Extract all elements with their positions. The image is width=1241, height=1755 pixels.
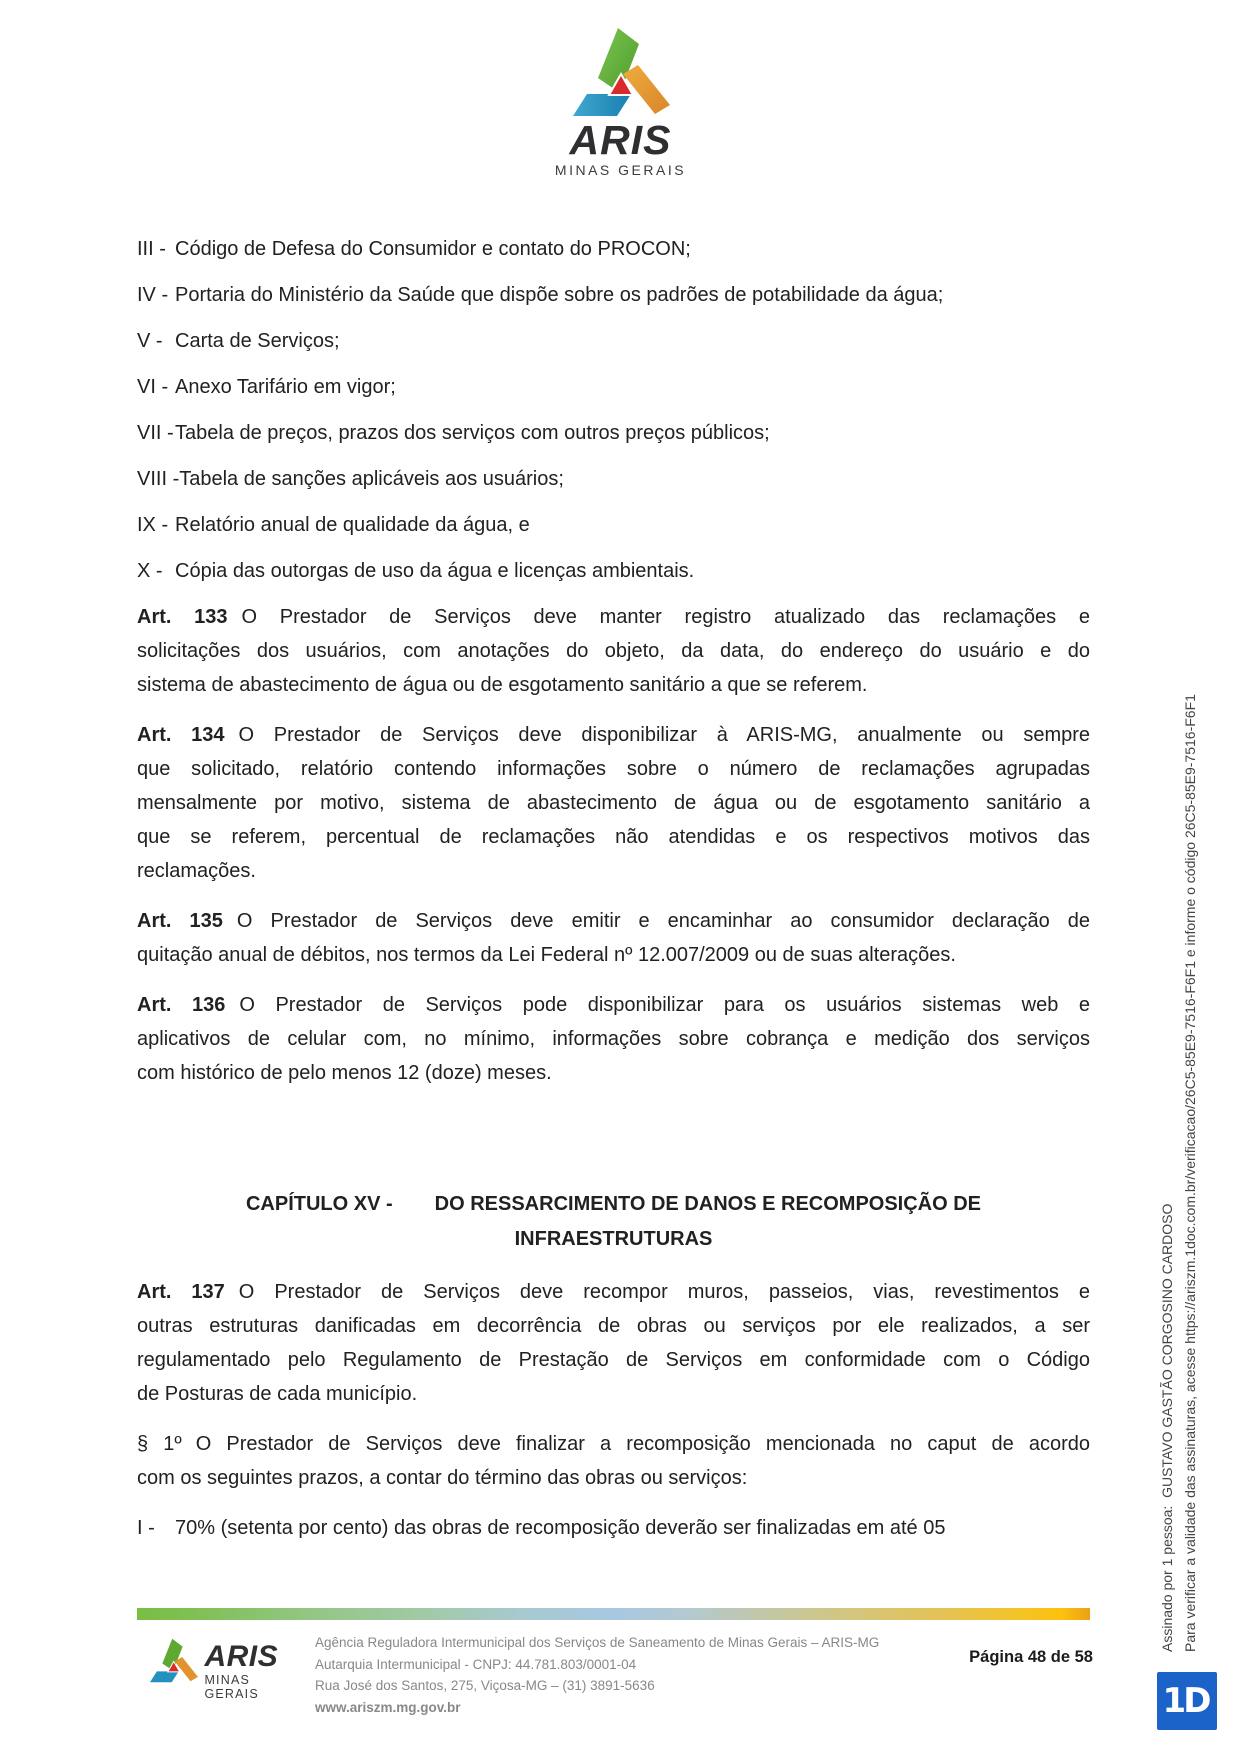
org-line: Rua José dos Santos, 275, Viçosa-MG – (31) 3891-5636 (315, 1678, 655, 1693)
verification-line: Para verificar a validade das assinaturas, acesse https://ariszm.1doc.com.br/verificacao/26C5-85E9-7516-F6F1 e informe o código 26C5-85E9-7516-F6F1 (1182, 694, 1198, 1652)
footer-logo (148, 1638, 308, 1701)
footer-org-info (315, 1632, 935, 1718)
list-item: VII -Tabela de preços, prazos dos serviços com outros preços públicos; (137, 422, 770, 444)
aris-triangle-icon-small (148, 1638, 199, 1685)
list-item: V - Carta de Serviços; (137, 330, 340, 352)
list-item: VIII -Tabela de sanções aplicáveis aos usuários; (137, 468, 564, 490)
aris-triangle-icon (569, 28, 673, 120)
paragraph-1: § 1º O Prestador de Serviços deve finalizar a recomposição mencionada no caput de acordo com os seguintes prazos, a contar do término das obras ou serviços: (137, 1433, 1091, 1489)
footer-brand-text: ARIS (204, 1640, 279, 1673)
signature-rail (1156, 507, 1202, 1652)
list-item: X - Cópia das outorgas de uso da água e licenças ambientais. (137, 560, 695, 582)
list-item: IX - Relatório anual de qualidade da água, e (137, 514, 530, 536)
list-item: IV - Portaria do Ministério da Saúde que dispõe sobre os padrões de potabilidade da água; (137, 284, 944, 306)
onedoc-logo-icon: 1D (1157, 1672, 1217, 1730)
article-137: Art. 137 O Prestador de Serviços deve recompor muros, passeios, vias, revestimentos e outras estruturas danificadas em decorrência de obras ou serviços por ele realizados, a ser regulamentado pelo Regulamento de Prestação de Serviços em conformidade com o Código de Posturas de cada município. (137, 1281, 1090, 1405)
page-number: Página 48 de 58 (969, 1648, 1093, 1666)
list-item: III - Código de Defesa do Consumidor e contato do PROCON; (137, 238, 691, 260)
article-134: Art. 134 O Prestador de Serviços deve disponibilizar à ARIS-MG, anualmente ou sempre que solicitado, relatório contendo informações sobre o número de reclamações agrupadas mensalmente por motivo, sistema de abastecimento de água ou de esgotamento sanitário a que se referem, percentual de reclamações não atendidas e os respectivos motivos das reclamações. (137, 724, 1091, 882)
article-133: Art. 133 O Prestador de Serviços deve manter registro atualizado das reclamações e solicitações dos usuários, com anotações do objeto, da data, do endereço do usuário e do sistema de abastecimento de água ou de esgotamento sanitário a que se referem. (137, 606, 1090, 696)
org-line: Agência Reguladora Intermunicipal dos Serviços de Saneamento de Minas Gerais – ARIS-MG (315, 1635, 880, 1650)
document-body (137, 232, 1090, 1557)
list-item: VI - Anexo Tarifário em vigor; (137, 376, 396, 398)
article-135: Art. 135 O Prestador de Serviços deve emitir e encaminhar ao consumidor declaração de quitação anual de débitos, nos termos da Lei Federal nº 12.007/2009 ou de suas alterações. (137, 910, 1091, 966)
brand-text: ARIS (569, 117, 672, 163)
org-line: Autarquia Intermunicipal - CNPJ: 44.781.803/0001-04 (315, 1656, 637, 1672)
header-logo (0, 28, 1241, 178)
chapter-heading: CAPÍTULO XV - DO RESSARCIMENTO DE DANOS E RECOMPOSIÇÃO DE INFRAESTRUTURAS (245, 1193, 982, 1250)
article-136: Art. 136 O Prestador de Serviços pode disponibilizar para os usuários sistemas web e aplicativos de celular com, no mínimo, informações sobre cobrança e medição dos serviços com histórico de pelo menos 12 (doze) meses. (137, 994, 1090, 1084)
region-text: MINAS GERAIS (554, 162, 687, 178)
footer-region-text: MINAS GERAIS (204, 1673, 259, 1701)
signature-line: Assinado por 1 pessoa: GUSTAVO GASTÃO CORGOSINO CARDOSO (1159, 1203, 1175, 1652)
org-website: www.ariszm.mg.gov.br (315, 1699, 461, 1715)
list-item-I: I - 70% (setenta por cento) das obras de recomposição deverão ser finalizadas em até 05 (137, 1517, 946, 1539)
footer-gradient-bar (137, 1608, 1090, 1620)
